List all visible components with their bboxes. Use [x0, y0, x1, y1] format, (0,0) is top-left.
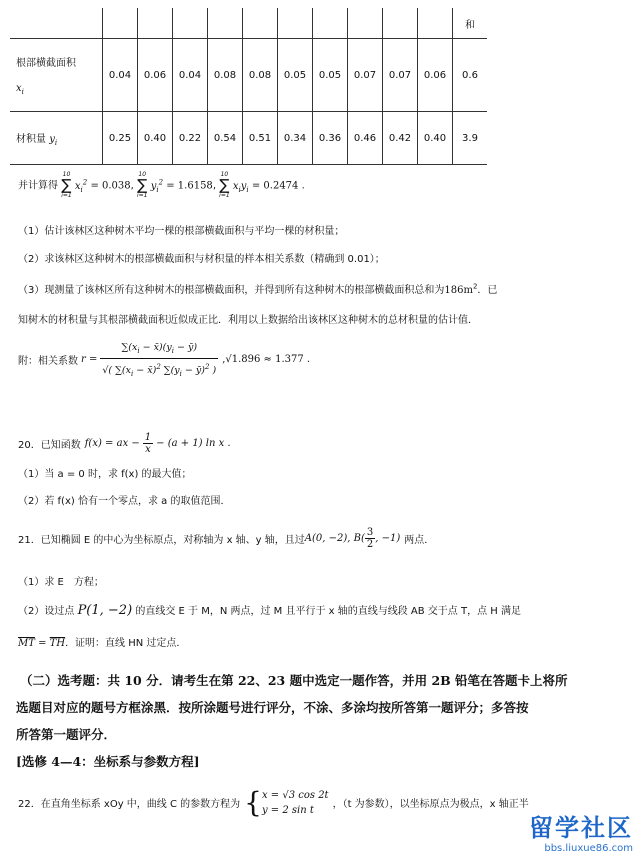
q20-part1: （1）当 a = 0 时，求 f(x) 的最大值； [18, 469, 192, 480]
table-cell: 0.04 [173, 39, 208, 112]
q22-stem: 22．在直角坐标系 xOy 中，曲线 C 的参数方程为 { x = √3 cos 2t y = 2 sin t ，（t 为参数），以坐标原点为极点，x 轴正半 [18, 786, 529, 819]
watermark-logo: 留学社区 bbs.liuxue86.com [529, 814, 633, 854]
table-cell: 0.36 [313, 112, 348, 165]
q21-part2: （2）设过点 P(1, −2) 的直线交 E 于 M，N 两点，过 M 且平行于 x 轴的直线与线段 AB 交于点 T，点 H 满足 [18, 603, 521, 618]
table-cell-sum: 3.9 [453, 112, 488, 165]
table-cell: 0.07 [383, 39, 418, 112]
q19-part1: （1）估计该林区这种树木平均一棵的根部横截面积与平均一棵的材积量； [18, 226, 345, 237]
sums-line: 并计算得 10 ∑ i=1 $x_i^2 = 0.038$, 10 ∑ i=1 $y_i^2 = 1.6158$, 10 ∑ i=1 $x_iy_i = 0.2474$ . [18, 171, 305, 199]
table-cell: 0.07 [348, 39, 383, 112]
q19-part3-cont: 知树木的材积量与其根部横截面积近似成正比．利用以上数据给出该林区这种树木的总材积量的估计值． [18, 315, 478, 326]
q20-stem: 20．已知函数 f(x) = ax − $\frac{1}{x}$ − (a + 1) ln x . [18, 432, 231, 455]
table-cell: 0.08 [208, 39, 243, 112]
data-table [10, 8, 487, 165]
table-cell-sum: 0.6 [453, 39, 488, 112]
table-header-sum: 和 [453, 8, 488, 39]
table-cell: 0.40 [418, 112, 453, 165]
table-row-x [10, 39, 487, 112]
table-cell: 0.05 [278, 39, 313, 112]
q19-part3: （3）现测量了该林区所有这种树木的根部横截面积，并得到所有这种树木的根部横截面积总和为$186m^2$．已 [18, 282, 498, 296]
q20-part2: （2）若 f(x) 恰有一个零点，求 a 的取值范围． [18, 496, 231, 507]
elective-line3: 所答第一题评分． [16, 727, 117, 742]
elective-header: [选修 4—4：坐标系与参数方程] [16, 754, 200, 769]
elective-line1: （二）选考题：共 10 分．请考生在第 22、23 题中选定一题作答，并用 2B 铅笔在答题卡上将所 [20, 673, 568, 688]
table-header-row [10, 8, 487, 39]
table-cell: 0.40 [138, 112, 173, 165]
table-cell: 0.54 [208, 112, 243, 165]
table-cell: 0.34 [278, 112, 313, 165]
table-row-y [10, 112, 487, 165]
table-cell: 0.04 [103, 39, 138, 112]
q21-stem: 21．已知椭圆 E 的中心为坐标原点，对称轴为 x 轴、y 轴，且过 A(0, −2) , B( $\frac{3}{2}$ , −1) 两点． [18, 527, 435, 550]
correlation-formula: 附：相关系数 r = $\frac{\sum(x_i - x̄)(y_i - ȳ)}{√( \sum(x_i - x̄)^2 \sum(y_i - ȳ)^2 )}$ , √1.896 ≈ 1.377 . [18, 342, 311, 378]
table-cell: 0.46 [348, 112, 383, 165]
row-label-y: 材积量 $y_i$ [10, 112, 103, 165]
table-cell: 0.05 [313, 39, 348, 112]
table-cell: 0.08 [243, 39, 278, 112]
table-cell: 0.42 [383, 112, 418, 165]
table-cell: 0.06 [418, 39, 453, 112]
table-cell: 0.25 [103, 112, 138, 165]
q21-part1: （1）求 E 方程； [18, 577, 104, 588]
q21-part2-cont: $\overline{MT} = \overline{TH}$．证明：直线 HN 过定点． [18, 638, 187, 649]
table-cell: 0.51 [243, 112, 278, 165]
table-cell: 0.06 [138, 39, 173, 112]
table-cell: 0.22 [173, 112, 208, 165]
q19-part2: （2）求该林区这种树木的根部横截面积与材积量的样本相关系数（精确到 0.01）； [18, 254, 385, 265]
row-label-x: 根部横截面积 $x_i$ [10, 39, 103, 112]
elective-line2: 选题目对应的题号方框涂黑．按所涂题号进行评分，不涂、多涂均按所答第一题评分；多答按 [16, 700, 529, 715]
